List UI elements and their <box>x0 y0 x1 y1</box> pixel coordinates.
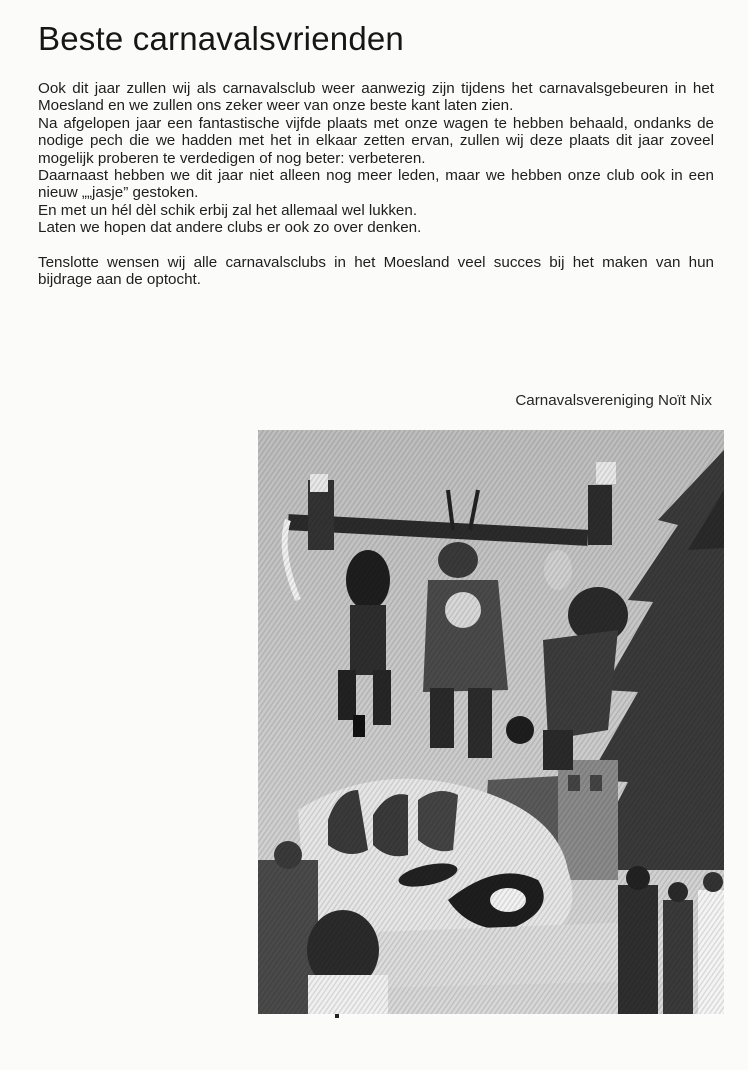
print-speck <box>335 1014 339 1018</box>
paragraph-fun: En met un hél dèl schik erbij zal het allemaal wel lukken. <box>38 201 418 219</box>
paragraph-new-members: Daarnaast hebben we dit jaar niet alleen nog meer leden, maar we hebben onze club ook in een nieuw „„jasje” gestoken. <box>38 167 714 202</box>
signature: Carnavalsvereniging Noït Nix <box>515 392 712 409</box>
paragraph-other-clubs: Laten we hopen dat andere clubs er ook zo over denken. <box>38 219 422 237</box>
paragraph-intro: Ook dit jaar zullen wij als carnavalsclub weer aanwezig zijn tijdens het carnavalsgebeuren in het Moesland en we zullen ons zeker weer van onze beste kant laten zien. <box>38 80 714 115</box>
page-title: Beste carnavalsvrienden <box>38 20 404 57</box>
paragraph-gap <box>38 237 714 254</box>
carnival-float-illustration <box>258 430 724 1014</box>
carnival-float-photo <box>258 430 724 1014</box>
letter-body <box>38 80 714 288</box>
paragraph-fifth-place: Na afgelopen jaar een fantastische vijfde plaats met onze wagen te hebben behaald, ondanks de nodige pech die we hadden met het in elkaar zetten ervan, zullen wij deze plaats dit jaar zoveel mogelijk proberen te verdedigen of nog beter: verbeteren. <box>38 114 714 167</box>
paragraph-closing: Tenslotte wensen wij alle carnavalsclubs in het Moesland veel succes bij het maken van hun bijdrage aan de optocht. <box>38 253 714 289</box>
